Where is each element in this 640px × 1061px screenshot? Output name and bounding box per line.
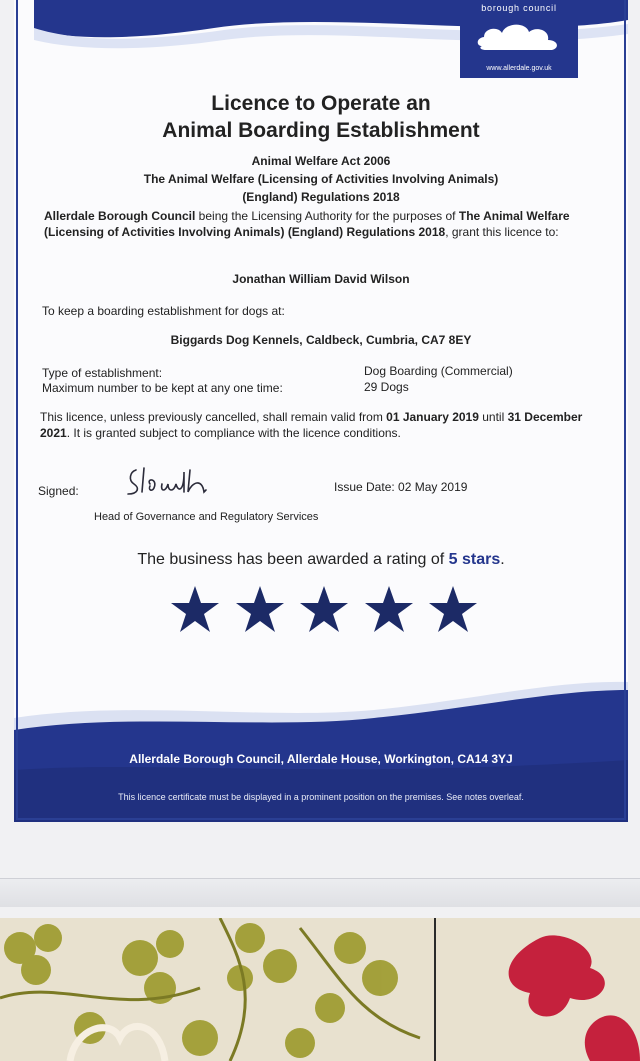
intro-text-1: being the Licensing Authority for the purposes of bbox=[195, 209, 459, 223]
validity-text-2: until bbox=[478, 410, 508, 424]
certificate-title bbox=[14, 90, 628, 144]
issue-date: Issue Date: 02 May 2019 bbox=[334, 480, 468, 494]
authority-name: Allerdale Borough Council bbox=[44, 209, 196, 223]
star-icon bbox=[234, 584, 286, 636]
rating-text: The business has been awarded a rating of bbox=[137, 551, 449, 568]
star-icon bbox=[427, 584, 479, 636]
rating-statement bbox=[14, 551, 628, 569]
act-line-3: (England) Regulations 2018 bbox=[242, 190, 400, 204]
display-notice: This licence certificate must be displayed in a prominent position on the premises. See notes overleaf. bbox=[118, 792, 524, 802]
rating-value: 5 stars bbox=[448, 551, 501, 568]
cloud-icon bbox=[474, 16, 564, 56]
licence-certificate bbox=[14, 0, 628, 822]
type-value: Dog Boarding (Commercial) bbox=[364, 364, 513, 378]
act-line-2: The Animal Welfare (Licensing of Activities Involving Animals) bbox=[143, 172, 499, 186]
rating-end: . bbox=[500, 551, 505, 568]
logo-url: www.allerdale.gov.uk bbox=[486, 65, 552, 72]
type-label: Type of establishment: bbox=[42, 366, 163, 380]
title-line-1: Licence to Operate an bbox=[211, 92, 431, 115]
valid-until-date: 31 December 2021 bbox=[40, 410, 583, 440]
validity-paragraph bbox=[40, 409, 602, 441]
logo-title: borough council bbox=[481, 3, 557, 13]
footer-address: Allerdale Borough Council, Allerdale House, Workington, CA14 3YJ bbox=[129, 752, 513, 766]
signatory-role: Head of Governance and Regulatory Services bbox=[94, 511, 319, 523]
intro-paragraph bbox=[44, 208, 594, 240]
purpose-text: To keep a boarding establishment for dogs at: bbox=[42, 304, 285, 318]
star-icon bbox=[169, 584, 221, 636]
validity-text-1: This licence, unless previously cancelled, shall remain valid from bbox=[40, 410, 387, 424]
council-logo bbox=[460, 0, 578, 78]
legislation-block bbox=[14, 152, 628, 206]
star-rating bbox=[169, 584, 479, 644]
premises-address: Biggards Dog Kennels, Caldbeck, Cumbria, CA7 8EY bbox=[170, 333, 472, 347]
paper-stack-edge bbox=[0, 878, 640, 907]
validity-text-3: . It is granted subject to compliance with the licence conditions. bbox=[66, 426, 401, 440]
intro-text-2: , grant this licence to: bbox=[445, 225, 559, 239]
act-line-1: Animal Welfare Act 2006 bbox=[251, 154, 391, 168]
valid-from-date: 01 January 2019 bbox=[386, 410, 479, 424]
handwritten-signature bbox=[122, 462, 222, 498]
max-value: 29 Dogs bbox=[364, 380, 409, 394]
max-label: Maximum number to be kept at any one time: bbox=[42, 381, 283, 395]
signed-label: Signed: bbox=[38, 484, 79, 498]
floral-fabric-background bbox=[0, 918, 640, 1061]
regulations-name: The Animal Welfare (Licensing of Activities Involving Animals) (England) Regulations 2018 bbox=[44, 209, 570, 239]
title-line-2: Animal Boarding Establishment bbox=[162, 119, 480, 142]
licensee-name: Jonathan William David Wilson bbox=[232, 272, 410, 286]
star-icon bbox=[363, 584, 415, 636]
star-icon bbox=[298, 584, 350, 636]
